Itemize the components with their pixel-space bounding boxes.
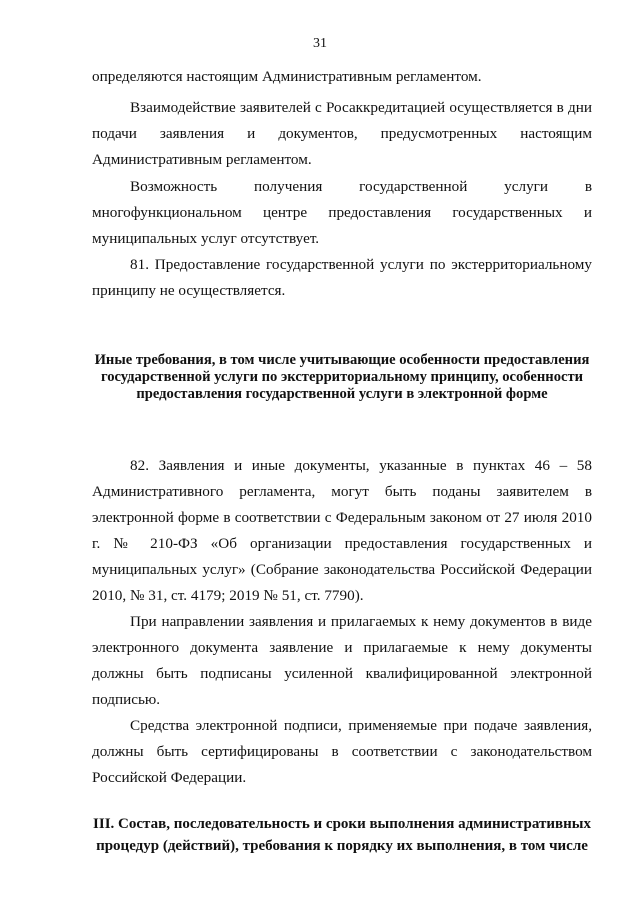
section-heading-iii: III. Состав, последовательность и сроки выполнения административных процедур (действий), требования к порядку их выполнения, в том числе [93,816,591,854]
paragraph-signature-tools: Средства электронной подписи, применяемые при подаче заявления, должны быть сертифицированы в соответствии с законодательством Российской Федерации. [92,717,592,786]
paragraph-82: 82. Заявления и иные документы, указанные в пунктах 46 – 58 Административного регламента, могут быть поданы заявителем в электронной форме в соответствии с Федеральным законом от 27 июля 2010 г. № 210-ФЗ «Об организации предоставления государственных и муниципальных услуг» (Собрание законодательства Российской Федерации 2010, № 31, ст. 4179; 2019 № 51, ст. 7790). [92,457,592,604]
paragraph-continuation: определяются настоящим Административным регламентом. [92,68,482,85]
page-number: 31 [313,36,327,51]
paragraph-interaction: Взаимодействие заявителей с Росаккредитацией осуществляется в дни подачи заявления и документов, предусмотренных настоящим Административным регламентом. [92,99,592,168]
paragraph-mfc: Возможность получения государственной услуги в многофункциональном центре предоставления государственных и муниципальных услуг отсутствует. [92,178,592,247]
paragraph-electronic-signing: При направлении заявления и прилагаемых к нему документов в виде электронного документа заявление и прилагаемые к нему документы должны быть подписаны усиленной квалифицированной электронной подписью. [92,613,592,708]
section-heading-other-requirements: Иные требования, в том числе учитывающие особенности предоставления государственной услуги по экстерриториальному принципу, особенности предоставления государственной услуги в электронной форме [94,352,590,402]
paragraph-81: 81. Предоставление государственной услуги по экстерриториальному принципу не осуществляется. [92,256,592,299]
